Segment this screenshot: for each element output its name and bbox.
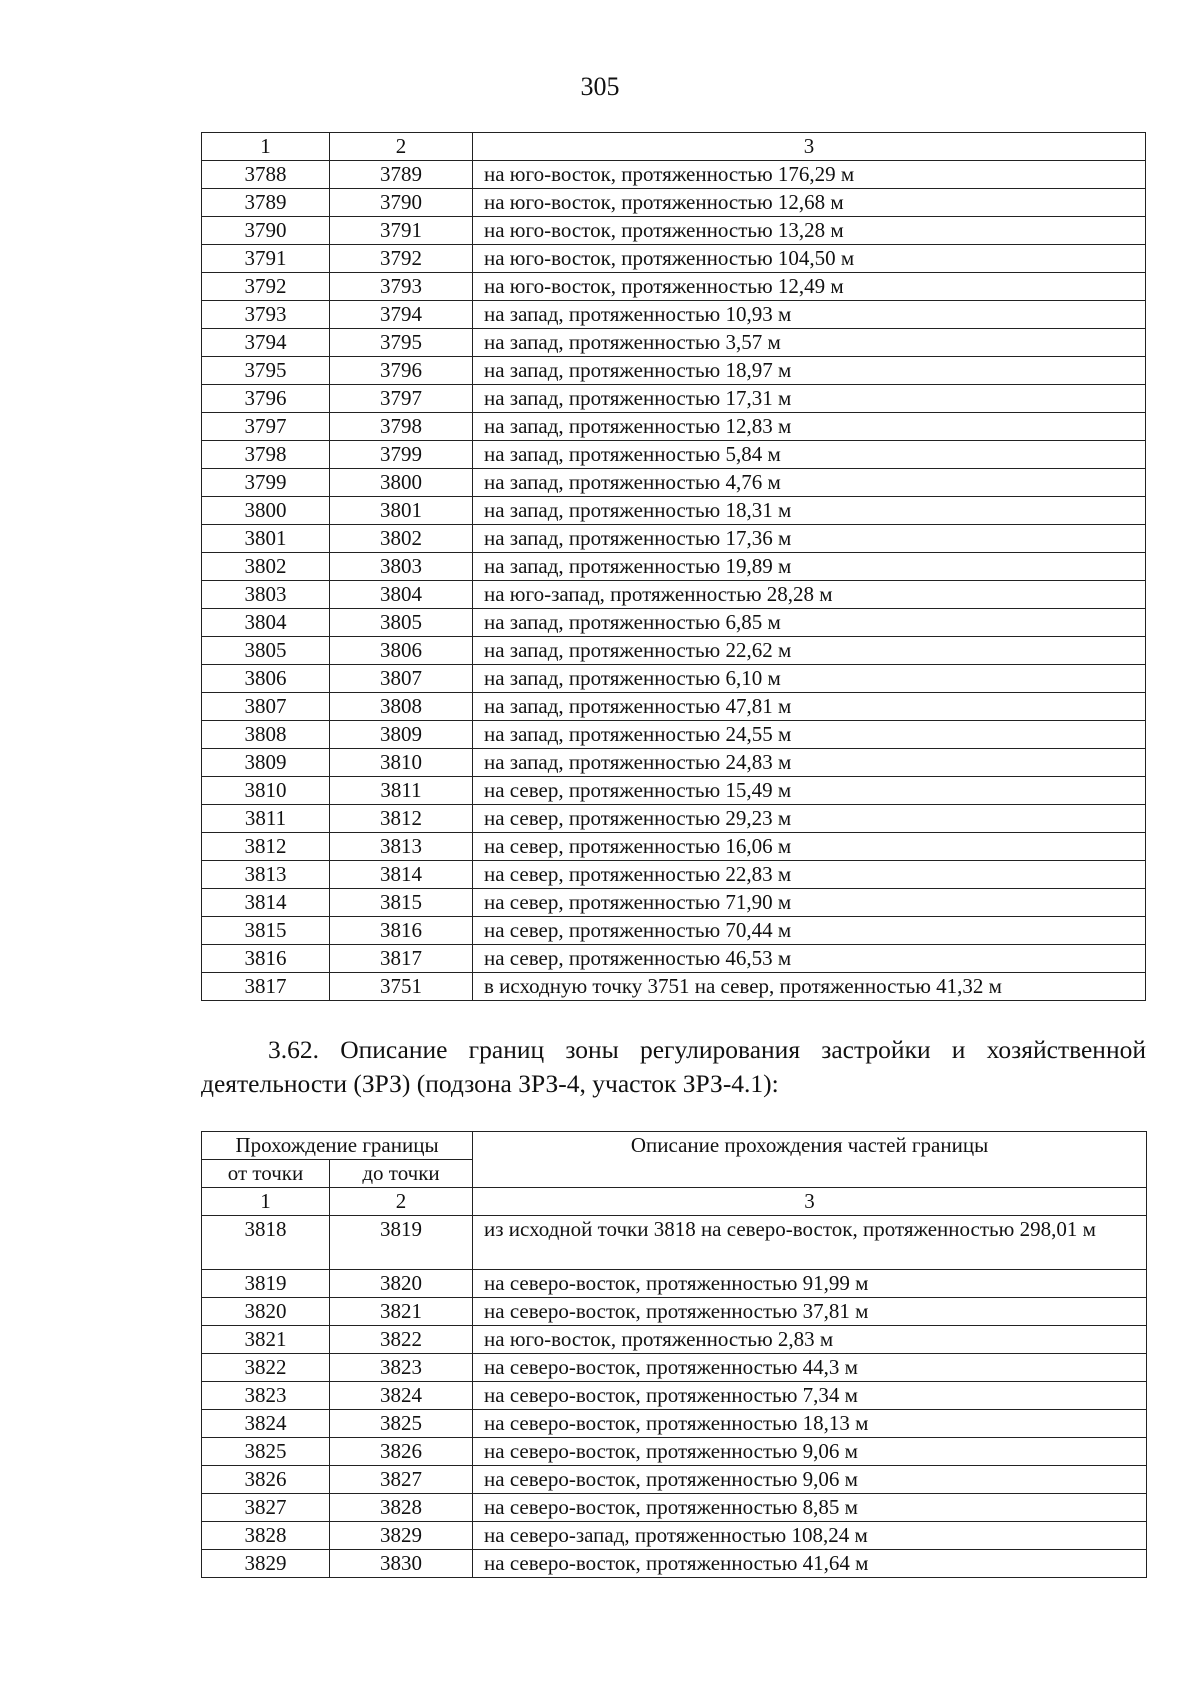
table-row <box>202 1438 1147 1466</box>
description-cell: на северо-восток, протяженностью 18,13 м <box>473 1410 1147 1438</box>
table-row <box>202 245 1146 273</box>
description-cell: на запад, протяженностью 17,36 м <box>473 525 1146 553</box>
from-point-cell: 3789 <box>202 189 330 217</box>
from-point-cell: 3824 <box>202 1410 330 1438</box>
from-point-cell: 3815 <box>202 917 330 945</box>
to-point-cell: 3824 <box>330 1382 473 1410</box>
from-point-cell: 3807 <box>202 693 330 721</box>
from-point-cell: 3816 <box>202 945 330 973</box>
from-point-cell: 3792 <box>202 273 330 301</box>
to-point-cell: 3806 <box>330 637 473 665</box>
column-number-2: 2 <box>330 133 473 161</box>
to-point-cell: 3798 <box>330 413 473 441</box>
table-row <box>202 189 1146 217</box>
from-point-cell: 3818 <box>202 1216 330 1270</box>
header-boundary-passage: Прохождение границы <box>202 1132 473 1160</box>
table-row <box>202 357 1146 385</box>
from-point-cell: 3826 <box>202 1466 330 1494</box>
table-row <box>202 721 1146 749</box>
from-point-cell: 3802 <box>202 553 330 581</box>
table-row <box>202 1270 1147 1298</box>
table-row <box>202 1354 1147 1382</box>
description-cell: на северо-восток, протяженностью 44,3 м <box>473 1354 1147 1382</box>
from-point-cell: 3829 <box>202 1550 330 1578</box>
from-point-cell: 3814 <box>202 889 330 917</box>
to-point-cell: 3825 <box>330 1410 473 1438</box>
to-point-cell: 3819 <box>330 1216 473 1270</box>
from-point-cell: 3813 <box>202 861 330 889</box>
from-point-cell: 3803 <box>202 581 330 609</box>
table-row <box>202 1382 1147 1410</box>
column-number-2: 2 <box>330 1188 473 1216</box>
table-row <box>202 945 1146 973</box>
from-point-cell: 3790 <box>202 217 330 245</box>
table-row <box>202 1410 1147 1438</box>
table-row <box>202 301 1146 329</box>
from-point-cell: 3795 <box>202 357 330 385</box>
from-point-cell: 3820 <box>202 1298 330 1326</box>
from-point-cell: 3801 <box>202 525 330 553</box>
table-row <box>202 693 1146 721</box>
table-row <box>202 413 1146 441</box>
to-point-cell: 3791 <box>330 217 473 245</box>
to-point-cell: 3811 <box>330 777 473 805</box>
to-point-cell: 3816 <box>330 917 473 945</box>
description-cell: на запад, протяженностью 4,76 м <box>473 469 1146 497</box>
description-cell: на запад, протяженностью 22,62 м <box>473 637 1146 665</box>
to-point-cell: 3799 <box>330 441 473 469</box>
from-point-cell: 3825 <box>202 1438 330 1466</box>
table-row <box>202 749 1146 777</box>
description-cell: на север, протяженностью 46,53 м <box>473 945 1146 973</box>
description-cell: на юго-запад, протяженностью 28,28 м <box>473 581 1146 609</box>
description-cell: на юго-восток, протяженностью 104,50 м <box>473 245 1146 273</box>
description-cell: на север, протяженностью 71,90 м <box>473 889 1146 917</box>
table-row <box>202 161 1146 189</box>
description-cell: на северо-восток, протяженностью 9,06 м <box>473 1466 1147 1494</box>
description-cell: на запад, протяженностью 24,55 м <box>473 721 1146 749</box>
description-cell: на северо-восток, протяженностью 41,64 м <box>473 1550 1147 1578</box>
description-cell: на юго-восток, протяженностью 176,29 м <box>473 161 1146 189</box>
boundary-table-2-body <box>202 1132 1147 1578</box>
to-point-cell: 3830 <box>330 1550 473 1578</box>
table-row <box>202 385 1146 413</box>
description-cell: на запад, протяженностью 17,31 м <box>473 385 1146 413</box>
from-point-cell: 3821 <box>202 1326 330 1354</box>
to-point-cell: 3812 <box>330 805 473 833</box>
from-point-cell: 3805 <box>202 637 330 665</box>
column-number-1: 1 <box>202 1188 330 1216</box>
description-cell: на север, протяженностью 29,23 м <box>473 805 1146 833</box>
description-cell: на юго-восток, протяженностью 13,28 м <box>473 217 1146 245</box>
page-number: 305 <box>580 72 620 101</box>
to-point-cell: 3821 <box>330 1298 473 1326</box>
to-point-cell: 3751 <box>330 973 473 1001</box>
from-point-cell: 3809 <box>202 749 330 777</box>
to-point-cell: 3803 <box>330 553 473 581</box>
from-point-cell: 3793 <box>202 301 330 329</box>
table-row <box>202 861 1146 889</box>
from-point-cell: 3788 <box>202 161 330 189</box>
to-point-cell: 3822 <box>330 1326 473 1354</box>
to-point-cell: 3796 <box>330 357 473 385</box>
description-cell: на север, протяженностью 22,83 м <box>473 861 1146 889</box>
description-cell: на запад, протяженностью 19,89 м <box>473 553 1146 581</box>
section-heading: 3.62. Описание границ зоны регулирования застройки и хозяйственной деятельности (ЗРЗ) (подзона ЗРЗ-4, участок ЗРЗ-4.1): <box>201 1035 1146 1098</box>
boundary-table-1 <box>201 132 1146 1001</box>
column-number-3: 3 <box>473 1188 1147 1216</box>
column-number-row <box>202 1188 1147 1216</box>
table-row <box>202 777 1146 805</box>
from-point-cell: 3806 <box>202 665 330 693</box>
description-cell: из исходной точки 3818 на северо-восток, протяженностью 298,01 м <box>473 1216 1147 1270</box>
table-row <box>202 525 1146 553</box>
from-point-cell: 3797 <box>202 413 330 441</box>
from-point-cell: 3819 <box>202 1270 330 1298</box>
header-from-point: от точки <box>202 1160 330 1188</box>
description-cell: на запад, протяженностью 24,83 м <box>473 749 1146 777</box>
description-cell: на юго-восток, протяженностью 12,68 м <box>473 189 1146 217</box>
to-point-cell: 3817 <box>330 945 473 973</box>
to-point-cell: 3804 <box>330 581 473 609</box>
from-point-cell: 3812 <box>202 833 330 861</box>
from-point-cell: 3810 <box>202 777 330 805</box>
from-point-cell: 3808 <box>202 721 330 749</box>
boundary-table-1-body <box>202 133 1146 1001</box>
boundary-table-2 <box>201 1131 1147 1578</box>
table-row <box>202 1494 1147 1522</box>
description-cell: на запад, протяженностью 6,10 м <box>473 665 1146 693</box>
to-point-cell: 3802 <box>330 525 473 553</box>
to-point-cell: 3814 <box>330 861 473 889</box>
to-point-cell: 3793 <box>330 273 473 301</box>
from-point-cell: 3796 <box>202 385 330 413</box>
table-row <box>202 889 1146 917</box>
from-point-cell: 3791 <box>202 245 330 273</box>
description-cell: на север, протяженностью 70,44 м <box>473 917 1146 945</box>
to-point-cell: 3815 <box>330 889 473 917</box>
to-point-cell: 3826 <box>330 1438 473 1466</box>
description-cell: на запад, протяженностью 18,97 м <box>473 357 1146 385</box>
column-number-3: 3 <box>473 133 1146 161</box>
to-point-cell: 3794 <box>330 301 473 329</box>
description-cell: на запад, протяженностью 6,85 м <box>473 609 1146 637</box>
from-point-cell: 3828 <box>202 1522 330 1550</box>
column-number-1: 1 <box>202 133 330 161</box>
table-row <box>202 329 1146 357</box>
table-row <box>202 1216 1147 1270</box>
table-row <box>202 1298 1147 1326</box>
table-row <box>202 273 1146 301</box>
description-cell: на запад, протяженностью 18,31 м <box>473 497 1146 525</box>
description-cell: на северо-восток, протяженностью 7,34 м <box>473 1382 1147 1410</box>
table-row <box>202 833 1146 861</box>
table-row <box>202 553 1146 581</box>
to-point-cell: 3810 <box>330 749 473 777</box>
to-point-cell: 3800 <box>330 469 473 497</box>
description-cell: на запад, протяженностью 3,57 м <box>473 329 1146 357</box>
description-cell: в исходную точку 3751 на север, протяженностью 41,32 м <box>473 973 1146 1001</box>
from-point-cell: 3811 <box>202 805 330 833</box>
table-header-row <box>202 1132 1147 1160</box>
to-point-cell: 3792 <box>330 245 473 273</box>
description-cell: на запад, протяженностью 10,93 м <box>473 301 1146 329</box>
to-point-cell: 3828 <box>330 1494 473 1522</box>
description-cell: на север, протяженностью 15,49 м <box>473 777 1146 805</box>
to-point-cell: 3809 <box>330 721 473 749</box>
table-row <box>202 1466 1147 1494</box>
description-cell: на юго-восток, протяженностью 12,49 м <box>473 273 1146 301</box>
description-cell: на северо-восток, протяженностью 37,81 м <box>473 1298 1147 1326</box>
to-point-cell: 3829 <box>330 1522 473 1550</box>
from-point-cell: 3800 <box>202 497 330 525</box>
to-point-cell: 3807 <box>330 665 473 693</box>
table-row <box>202 973 1146 1001</box>
description-cell: на юго-восток, протяженностью 2,83 м <box>473 1326 1147 1354</box>
table-row <box>202 609 1146 637</box>
column-number-row <box>202 133 1146 161</box>
to-point-cell: 3789 <box>330 161 473 189</box>
table-row <box>202 1326 1147 1354</box>
table-row <box>202 1522 1147 1550</box>
table-row <box>202 441 1146 469</box>
from-point-cell: 3799 <box>202 469 330 497</box>
table-row <box>202 637 1146 665</box>
table-row <box>202 665 1146 693</box>
description-cell: на запад, протяженностью 47,81 м <box>473 693 1146 721</box>
description-cell: на запад, протяженностью 12,83 м <box>473 413 1146 441</box>
description-cell: на северо-восток, протяженностью 91,99 м <box>473 1270 1147 1298</box>
from-point-cell: 3823 <box>202 1382 330 1410</box>
to-point-cell: 3790 <box>330 189 473 217</box>
to-point-cell: 3823 <box>330 1354 473 1382</box>
to-point-cell: 3820 <box>330 1270 473 1298</box>
from-point-cell: 3798 <box>202 441 330 469</box>
description-cell: на запад, протяженностью 5,84 м <box>473 441 1146 469</box>
table-row <box>202 1550 1147 1578</box>
description-cell: на северо-восток, протяженностью 9,06 м <box>473 1438 1147 1466</box>
to-point-cell: 3801 <box>330 497 473 525</box>
table-row <box>202 805 1146 833</box>
from-point-cell: 3817 <box>202 973 330 1001</box>
table-row <box>202 581 1146 609</box>
from-point-cell: 3804 <box>202 609 330 637</box>
to-point-cell: 3795 <box>330 329 473 357</box>
to-point-cell: 3808 <box>330 693 473 721</box>
from-point-cell: 3827 <box>202 1494 330 1522</box>
table-row <box>202 217 1146 245</box>
to-point-cell: 3797 <box>330 385 473 413</box>
to-point-cell: 3813 <box>330 833 473 861</box>
header-description: Описание прохождения частей границы <box>473 1132 1147 1188</box>
description-cell: на север, протяженностью 16,06 м <box>473 833 1146 861</box>
table-row <box>202 917 1146 945</box>
description-cell: на северо-запад, протяженностью 108,24 м <box>473 1522 1147 1550</box>
table-row <box>202 469 1146 497</box>
header-to-point: до точки <box>330 1160 473 1188</box>
to-point-cell: 3805 <box>330 609 473 637</box>
from-point-cell: 3822 <box>202 1354 330 1382</box>
from-point-cell: 3794 <box>202 329 330 357</box>
description-cell: на северо-восток, протяженностью 8,85 м <box>473 1494 1147 1522</box>
to-point-cell: 3827 <box>330 1466 473 1494</box>
table-row <box>202 497 1146 525</box>
